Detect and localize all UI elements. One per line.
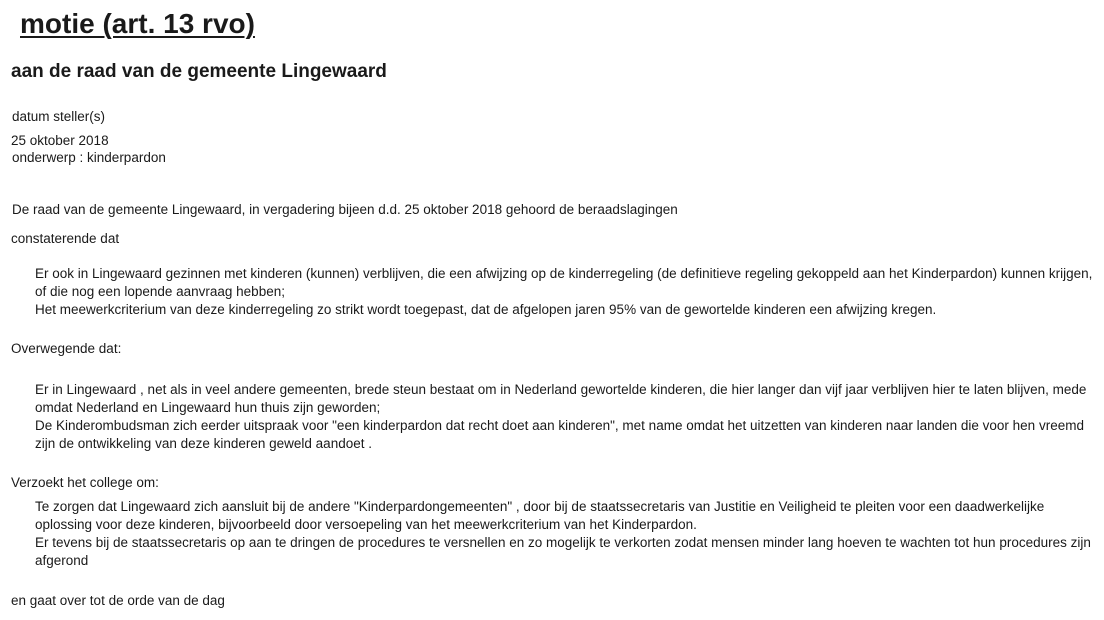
meta-date: 25 oktober 2018 [11,133,109,148]
verzoekt-item: Te zorgen dat Lingewaard zich aansluit bij de andere "Kinderpardongemeenten" , door bij de staatssecretaris van Justitie en Veiligheid te pleiten voor een daadwerkelijke oplossing voor deze kinderen, bijvoorbeeld door versoepeling van het meewerkcriterium van het Kinderpardon. [35,499,1045,532]
constaterende-heading: constaterende dat [11,231,120,246]
overwegende-item: De Kinderombudsman zich eerder uitspraak voor "een kinderpardon dat recht doet aan kinderen", met name omdat het uitzetten van kinderen naar landen die voor hen vreemd zijn de ontwikkeling van deze kinderen geweld aandoet . [35,418,1084,451]
constaterende-list [35,265,1097,319]
meta-header: datum steller(s) [12,109,106,124]
document-subtitle: aan de raad van de gemeente Lingewaard [11,61,387,82]
overwegende-item: Er in Lingewaard , net als in veel andere gemeenten, brede steun bestaat om in Nederland gewortelde kinderen, die hier langer dan vijf jaar verblijven hier te laten blijven, mede omdat Nederland en Lingewaard hun thuis zijn geworden; [35,382,1087,415]
intro-text: De raad van de gemeente Lingewaard, in vergadering bijeen d.d. 25 oktober 2018 gehoord de beraadslagingen [12,202,678,217]
overwegende-list [35,381,1101,453]
verzoekt-list [35,498,1095,570]
constaterende-item: Er ook in Lingewaard gezinnen met kinderen (kunnen) verblijven, die een afwijzing op de kinderregeling (de definitieve regeling gekoppeld aan het Kinderpardon) kunnen krijgen, of die nog een lopende aanvraag hebben; [35,266,1093,299]
document-title: motie (art. 13 rvo) [20,8,255,39]
verzoekt-item: Er tevens bij de staatssecretaris op aan te dringen de procedures te versnellen en zo mogelijk te verkorten zodat mensen minder lang hoeven te wachten tot hun procedures zijn afgerond [35,535,1091,568]
meta-subject: onderwerp : kinderpardon [12,150,166,165]
verzoekt-heading: Verzoekt het college om: [11,475,159,490]
overwegende-heading: Overwegende dat: [11,341,122,356]
closing-text: en gaat over tot de orde van de dag [11,593,225,608]
constaterende-item: Het meewerkcriterium van deze kinderregeling zo strikt wordt toegepast, dat de afgelopen jaren 95% van de gewortelde kinderen een afwijzing kregen. [35,302,937,317]
